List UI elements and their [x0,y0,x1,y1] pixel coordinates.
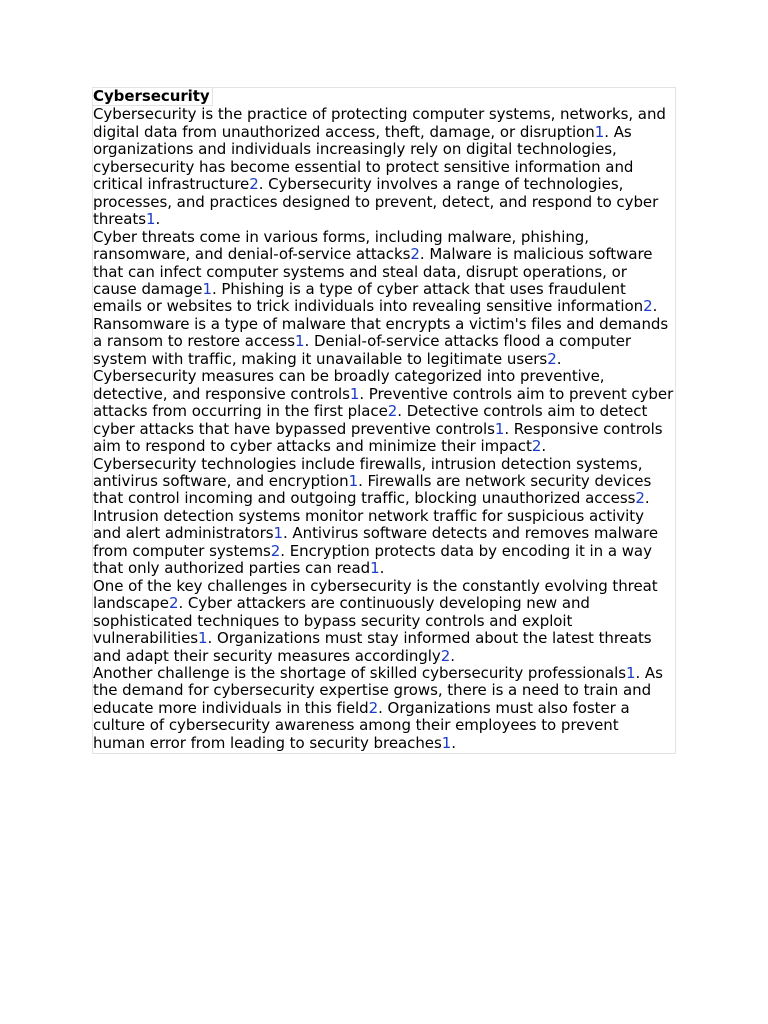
citation-link[interactable]: 2 [249,175,259,194]
document-body [93,106,675,752]
citation-link[interactable]: 1 [625,663,636,682]
paragraph-text: . Phishing is a type of cyber attack that uses fraudulent emails or websites to trick individuals into revealing sensitive information [93,279,644,316]
paragraph-text: Cybersecurity technologies include firewalls, intrusion detection systems, antivirus software, and encryption [93,454,643,490]
paragraph [93,229,675,369]
paragraph-text: . Encryption protects data by encoding it in a way that only authorized parties can read [93,541,652,578]
paragraph-text: Cybersecurity measures can be broadly categorized into preventive, detective, and responsive controls [93,367,605,403]
paragraph [93,456,675,578]
paragraph-text: . Organizations must stay informed about the latest threats and adapt their security measures accordingly [93,629,652,665]
paragraph [93,578,675,665]
paragraph-text: . Malware is malicious software that can infect computer systems and steal data, disrupt operations, or cause damage [93,245,653,298]
citation-link[interactable]: 1 [295,332,305,351]
citation-link[interactable]: 2 [410,245,420,264]
paragraph-text: . As organizations and individuals increasingly rely on digital technologies, cybersecurity has become essential to protect sensitive information and critical infrastructure [93,122,634,194]
paragraph [93,106,675,228]
paragraph-text: . [450,646,455,665]
paragraph-text: . Ransomware is a type of malware that encrypts a victim's files and demands a ransom to restore access [93,297,669,351]
document-title: Cybersecurity [93,88,213,106]
paragraph-text: . Denial-of-service attacks flood a computer system with traffic, making it unavailable to legitimate users [93,332,631,368]
citation-link[interactable]: 1 [370,559,380,578]
paragraph [93,665,675,752]
paragraph-text: . Preventive controls aim to prevent cyber attacks from occurring in the first place [93,384,674,421]
paragraph-text: . [155,210,161,229]
paragraph-text: . Cyber attackers are continuously developing new and sophisticated techniques to bypass security controls and exploit vulnerabilities [93,594,590,648]
citation-link[interactable]: 1 [273,524,283,543]
paragraph-text: . Detective controls aim to detect cyber attacks that have bypassed preventive controls [93,402,648,438]
citation-link[interactable]: 2 [270,541,281,560]
citation-link[interactable]: 1 [494,419,505,438]
paragraph-text: Cyber threats come in various forms, including malware, phishing, ransomware, and denial-of-service attacks [93,227,589,264]
citation-link[interactable]: 2 [368,698,379,717]
paragraph-text: . As the demand for cybersecurity expertise grows, there is a need to train and educate more individuals in this field [93,663,663,717]
citation-link[interactable]: 1 [202,279,212,298]
citation-link[interactable]: 2 [387,402,398,421]
paragraph-text: . [556,349,562,368]
citation-link[interactable]: 1 [441,733,452,752]
paragraph-text: . Responsive controls aim to respond to cyber attacks and minimize their impact [93,419,663,456]
paragraph-text: . [541,437,547,456]
citation-link[interactable]: 2 [440,646,451,665]
citation-link[interactable]: 2 [547,349,557,368]
document-container [92,87,676,754]
paragraph-text: . Intrusion detection systems monitor network traffic for suspicious activity and alert administrators [93,489,650,543]
citation-link[interactable]: 2 [168,594,179,613]
citation-link[interactable]: 1 [146,210,156,229]
paragraph-text: . [379,559,385,578]
paragraph [93,368,675,455]
citation-link[interactable]: 2 [635,489,645,508]
paragraph-text: . Antivirus software detects and removes malware from computer systems [93,524,659,560]
paragraph-text: . [451,733,456,752]
citation-link[interactable]: 1 [594,122,605,141]
citation-link[interactable]: 2 [531,437,542,456]
paragraph-text: . Organizations must also foster a culture of cybersecurity awareness among their employees to prevent human error from leading to security breaches [93,698,630,752]
citation-link[interactable]: 2 [643,297,653,316]
citation-link[interactable]: 1 [198,629,208,648]
paragraph-text: Another challenge is the shortage of skilled cybersecurity professionals [93,663,626,682]
paragraph-text: Cybersecurity is the practice of protecting computer systems, networks, and digital data from unauthorized access, theft, damage, or disruption [93,105,666,141]
citation-link[interactable]: 1 [349,384,360,403]
paragraph-text: . Cybersecurity involves a range of technologies, processes, and practices designed to prevent, detect, and respond to cyber threats [93,175,659,229]
paragraph-text: . Firewalls are network security devices that control incoming and outgoing traffic, blocking unauthorized access [93,471,652,508]
paragraph-text: One of the key challenges in cybersecurity is the constantly evolving threat landscape [93,576,658,613]
citation-link[interactable]: 1 [348,471,359,490]
